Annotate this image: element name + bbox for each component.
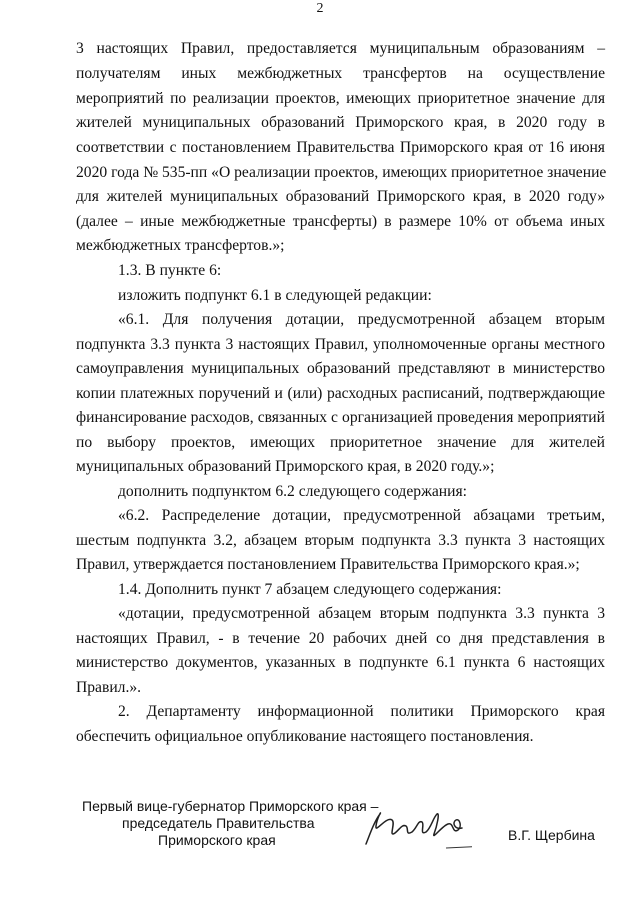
text-line: межбюджетных трансфертов.»;	[76, 237, 285, 254]
text-line: самоуправления муниципальных образований представляют в министерство	[76, 360, 605, 377]
text-line: 2. Департаменту информационной политики Приморского края	[118, 703, 605, 720]
text-line: «6.2. Распределение дотации, предусмотренной абзацами третьим,	[118, 507, 605, 524]
text-line: «6.1. Для получения дотации, предусмотренной абзацем вторым	[118, 311, 605, 328]
signatory-title-line-2: председатель Правительства	[122, 815, 315, 831]
text-line: подпункта 3.3 пункта 3 настоящих Правил, уполномоченные органы местного	[76, 336, 605, 353]
text-line: 2020 года № 535-пп «О реализации проектов, имеющих приоритетное значение	[76, 164, 607, 181]
text-line: настоящих Правил, - в течение 20 рабочих дней со дня представления в	[76, 630, 605, 647]
text-line: соответствии с постановлением Правительства Приморского края от 16 июня	[76, 139, 605, 156]
text-line: по выбору проектов, имеющих приоритетное значение для жителей	[76, 434, 605, 451]
text-line: 1.3. В пункте 6:	[118, 262, 222, 279]
text-line: (далее – иные межбюджетные трансферты) в размере 10% от объема иных	[76, 213, 605, 230]
text-line: 1.4. Дополнить пункт 7 абзацем следующего содержания:	[118, 581, 502, 598]
text-line: жителей муниципальных образований Приморского края, в 2020 году в	[76, 114, 605, 131]
text-line: шестым подпункта 3.2, абзацем вторым подпункта 3.3 пункта 3 настоящих	[76, 532, 605, 549]
text-line: изложить подпункт 6.1 в следующей редакции:	[118, 287, 432, 304]
text-line: получателям иных межбюджетных трансфертов на осуществление	[76, 65, 605, 82]
text-line: Правил, утверждается постановлением Правительства Приморского края.»;	[76, 556, 580, 573]
text-line: копии платежных поручений и (или) расходных расписаний, подтверждающие	[76, 385, 605, 402]
text-line: обеспечить официальное опубликование настоящего постановления.	[76, 728, 534, 745]
signatory-title-line-1: Первый вице-губернатор Приморского края –	[82, 798, 379, 814]
text-line: для жителей муниципальных образований Приморского края, в 2020 году»	[76, 188, 605, 205]
text-line: финансирование расходов, связанных с организацией проведения мероприятий	[76, 409, 605, 426]
text-line: министерство документов, указанных в подпункте 6.1 пункта 6 настоящих	[76, 654, 605, 671]
signatory-title-line-3: Приморского края	[158, 832, 276, 848]
text-line: дополнить подпунктом 6.2 следующего содержания:	[118, 483, 467, 500]
text-line: мероприятий по реализации проектов, имеющих приоритетное значение для	[76, 90, 605, 107]
page-number: 2	[316, 1, 324, 16]
text-line: Правил.».	[76, 679, 142, 696]
handwritten-signature	[362, 800, 472, 852]
text-line: муниципальных образований Приморского края, в 2020 году.»;	[76, 458, 495, 475]
text-line: 3 настоящих Правил, предоставляется муниципальным образованиям –	[76, 40, 605, 57]
signatory-name: В.Г. Щербина	[508, 827, 595, 843]
text-line: «дотации, предусмотренной абзацем вторым подпункта 3.3 пункта 3	[118, 605, 605, 622]
